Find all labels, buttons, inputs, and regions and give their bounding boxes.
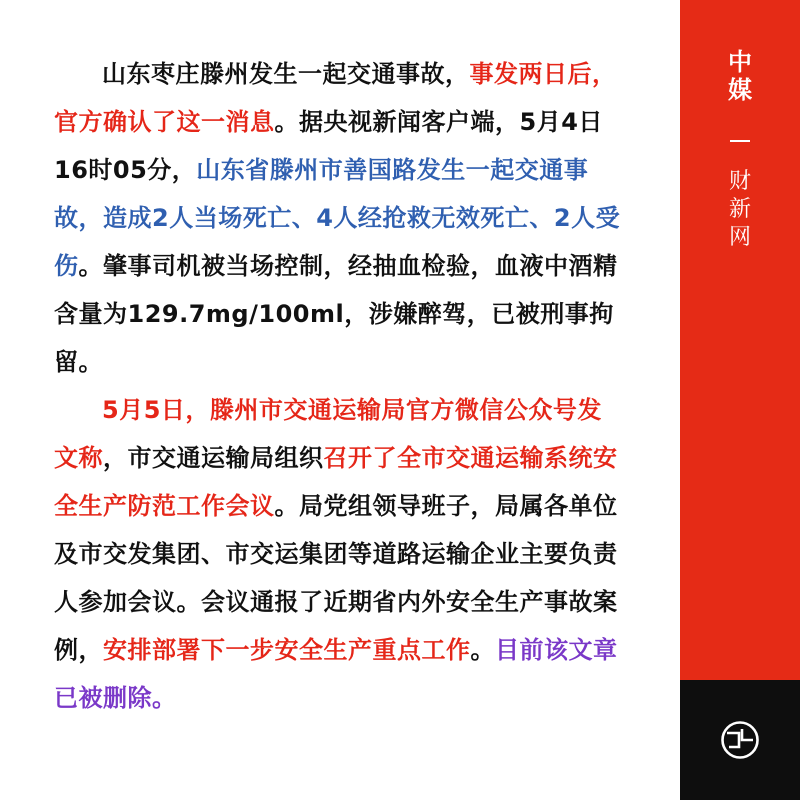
text-segment: 。据央视新闻客户端，5月4日16时05分， bbox=[54, 108, 603, 184]
brand-divider bbox=[730, 140, 750, 142]
text-segment: 。局党组领导班子，局属各单位及市交发集团、市交运集团等道路运输企业主要负责人参加会议。会议通报了近期省内外安全生产事故案例， bbox=[54, 492, 618, 664]
text-segment: ，市交通运输局组织 bbox=[103, 444, 324, 472]
article-body bbox=[54, 50, 624, 722]
paragraph-1 bbox=[54, 50, 624, 386]
highlight-blue: 山东省滕州市善国路发生一起交通事故，造成2人当场死亡、4人经抢救无效死亡、2人受伤 bbox=[54, 156, 621, 280]
brand-sub-char: 新 bbox=[728, 197, 751, 222]
brand-char: 媒 bbox=[728, 76, 752, 104]
highlight-red: 召开了全市交通运输系统安全生产防范工作会议 bbox=[54, 444, 618, 520]
brand-sub-char: 财 bbox=[728, 169, 751, 194]
highlight-red: 事发两日后，官方确认了这一消息 bbox=[54, 60, 617, 136]
highlight-red: 5月5日，滕州市交通运输局官方微信公众号发文称 bbox=[54, 396, 602, 472]
brand-title bbox=[680, 48, 800, 104]
text-segment: 。肇事司机被当场控制，经抽血检验，血液中酒精含量为129.7mg/100ml，涉嫌醉驾，已被刑事拘留。 bbox=[54, 252, 618, 376]
paragraph-2 bbox=[54, 386, 624, 722]
highlight-red: 安排部署下一步安全生产重点工作 bbox=[103, 636, 471, 664]
sidebar-logo-panel bbox=[680, 680, 800, 800]
brand-char: 中 bbox=[728, 48, 752, 76]
sidebar-brand-panel bbox=[680, 0, 800, 680]
text-segment: 。 bbox=[470, 636, 495, 664]
caixin-logo-icon bbox=[720, 720, 760, 760]
brand-sub-char: 网 bbox=[728, 225, 751, 250]
text-segment: 山东枣庄滕州发生一起交通事故， bbox=[102, 60, 470, 88]
highlight-purple: 目前该文章已被删除。 bbox=[54, 636, 618, 712]
brand-subtitle bbox=[680, 168, 800, 252]
